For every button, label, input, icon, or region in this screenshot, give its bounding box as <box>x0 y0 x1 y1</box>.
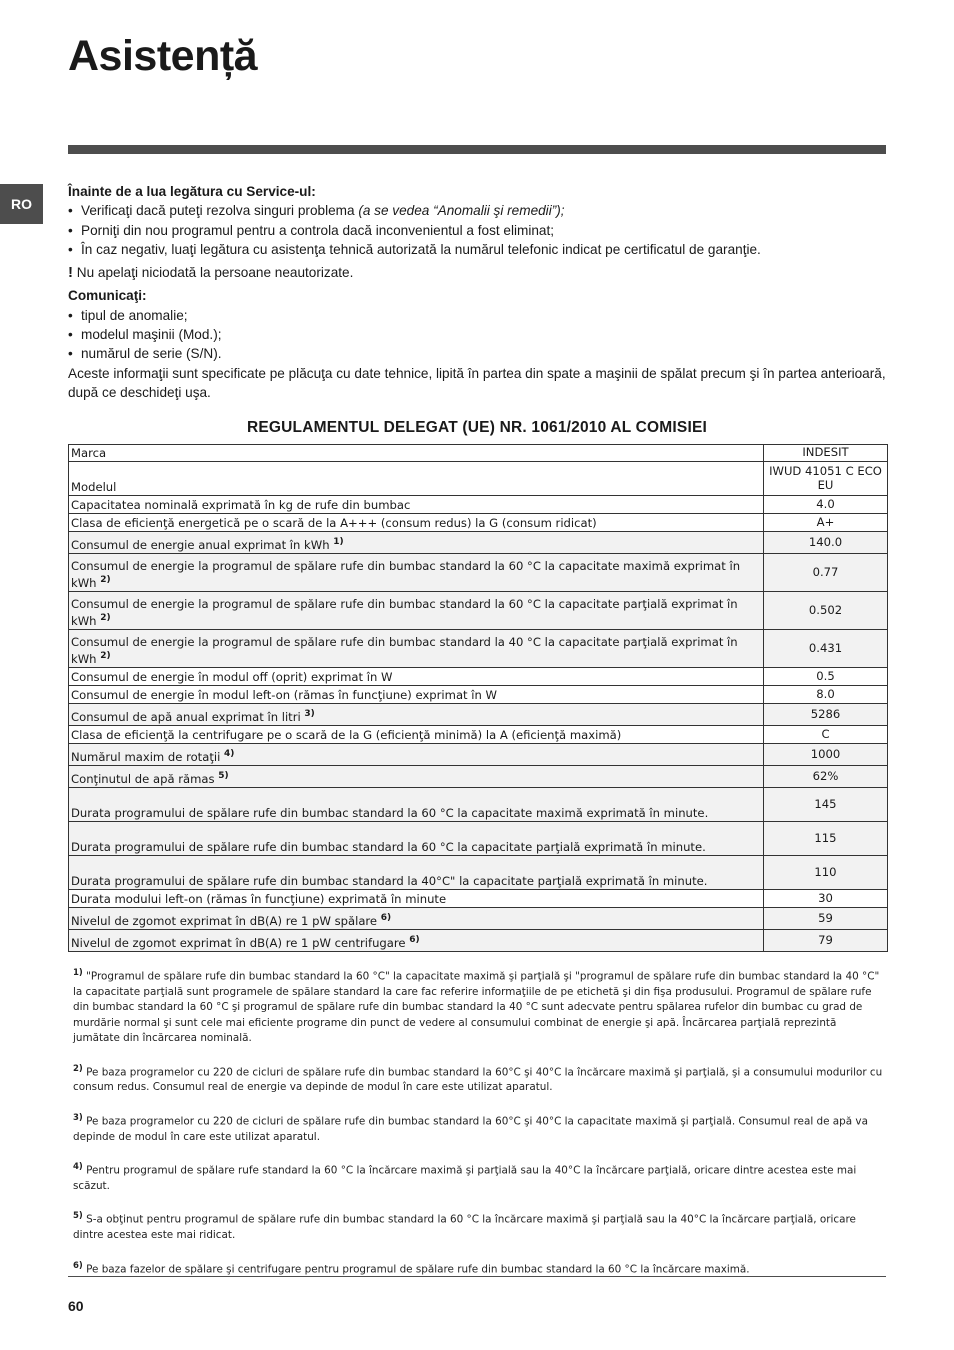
footnote-mark: 4) <box>73 1162 83 1173</box>
row-label: Modelul <box>71 479 117 494</box>
table-row <box>69 532 888 554</box>
row-label: Capacitatea nominală exprimată în kg de rufe din bumbac <box>71 497 411 512</box>
communicate-list <box>68 306 886 364</box>
footnote-ref: 6) <box>409 934 420 945</box>
service-heading: Înainte de a lua legătura cu Service-ul: <box>68 184 316 199</box>
table-row <box>69 890 888 908</box>
footnote-ref: 4) <box>224 748 235 759</box>
footnote <box>73 966 885 1047</box>
footnote-text: "Programul de spălare rufe din bumbac standard la 60 °C" la capacitate maximă şi parţială şi "programul de spălare rufe din bumbac standard la 40 °C" la capacitate parţială sunt programele de spălare standard la care fac referire informaţiile de pe etichetă şi din fişa produsului. Programul de spălare rufe din bumbac standard la 60 °C şi programul de spălare rufe din bumbac standard la 40 °C sunt adecvate pentru spălarea rufelor din bumbac cu grad de murdărie normal şi sunt cele mai eficiente programe din punct de vedere al consumului combinat de energie şi apă. Încărcarea parţială reprezintă jumătate din încărcarea nominală. <box>73 970 880 1045</box>
row-label: Consumul de energie la programul de spălare rufe din bumbac standard la 60 °C la capacitate parţială exprimat în kWh <box>71 597 738 628</box>
footnote <box>73 1209 885 1243</box>
table-cell-label <box>69 744 764 766</box>
language-tab: RO <box>0 184 43 224</box>
footnote-mark: 6) <box>73 1260 83 1271</box>
table-cell-value: 0.431 <box>764 630 888 668</box>
table-cell-label <box>69 592 764 630</box>
list-item: • tipul de anomalie; <box>68 306 886 325</box>
table-cell-value: A+ <box>764 514 888 532</box>
footnote <box>73 1160 885 1194</box>
table-row <box>69 726 888 744</box>
cross-reference: (a se vedea “Anomalii şi remedii”); <box>358 203 565 219</box>
spec-table <box>68 444 888 952</box>
row-label: Nivelul de zgomot exprimat în dB(A) re 1 pW centrifugare <box>71 935 406 950</box>
table-cell-value: 1000 <box>764 744 888 766</box>
communicate-heading: Comunicaţi: <box>68 288 147 304</box>
table-cell-value: IWUD 41051 C ECO EU <box>764 462 888 496</box>
footnote <box>73 1259 885 1278</box>
list-item-text: Verificaţi dacă puteţi rezolva singuri problema <box>81 203 359 219</box>
row-label: Clasa de eficienţă energetică pe o scară de la A+++ (consum redus) la G (consum ridicat) <box>71 515 597 530</box>
table-row <box>69 856 888 890</box>
table-cell-value: C <box>764 726 888 744</box>
row-label: Consumul de energie în modul off (oprit) exprimat în W <box>71 669 393 684</box>
warning-icon: ! <box>68 264 73 282</box>
table-cell-value: 8.0 <box>764 686 888 704</box>
table-row <box>69 744 888 766</box>
row-label: Durata modului left-on (rămas în funcţiune) exprimată în minute <box>71 891 447 906</box>
table-row <box>69 908 888 930</box>
footnote-ref: 2) <box>100 650 111 661</box>
row-label: Marca <box>71 445 107 460</box>
table-cell-value: INDESIT <box>764 445 888 462</box>
table-cell-label <box>69 554 764 592</box>
row-label: Consumul de energie la programul de spălare rufe din bumbac standard la 40 °C la capacitate parţială exprimat în kWh <box>71 635 738 666</box>
footnote-text: Pentru programul de spălare rufe standard la 60 °C la încărcare maximă şi parţială sau la 40°C la încărcare parţială, oricare dintre acestea este mai scăzut. <box>73 1164 857 1192</box>
page-title: Asistență <box>68 32 258 80</box>
table-cell-label <box>69 766 764 788</box>
info-paragraph: Aceste informaţii sunt specificate pe plăcuţa cu date tehnice, lipită în partea din spate a maşinii de spălat precum şi în partea anterioară, după ce deschideţi uşa. <box>68 365 886 400</box>
table-row <box>69 592 888 630</box>
footnote-text: Pe baza programelor cu 220 de cicluri de spălare rufe din bumbac standard la 60°C şi 40°C la încărcare maximă şi parţială, şi a consumului modurilor cu consum redus. Consumul real de energie va depinde de modul în care este utilizat aparatul. <box>73 1065 883 1094</box>
table-cell-label <box>69 445 764 462</box>
table-cell-value: 0.502 <box>764 592 888 630</box>
row-label: Durata programului de spălare rufe din bumbac standard la 40°C" la capacitate parţială exprimată în minute. <box>71 873 708 888</box>
footnote-text: S-a obţinut pentru programul de spălare rufe din bumbac standard la 60 °C la încărcare maximă şi parţială sau la 40°C la încărcare parţială, oricare dintre acestea este mai ridicat. <box>73 1213 856 1242</box>
row-label: Durata programului de spălare rufe din bumbac standard la 60 °C la capacitate maximă exprimată în minute. <box>71 805 709 820</box>
table-cell-label <box>69 532 764 554</box>
footnote <box>73 1062 885 1096</box>
footnote-ref: 3) <box>304 708 315 719</box>
table-row <box>69 788 888 822</box>
table-cell-value: 62% <box>764 766 888 788</box>
row-label: Durata programului de spălare rufe din bumbac standard la 60 °C la capacitate parţială exprimată în minute. <box>71 839 706 854</box>
row-label: Numărul maxim de rotaţii <box>71 749 221 764</box>
warning-text: Nu apelaţi niciodată la persoane neautorizate. <box>73 265 354 281</box>
table-row <box>69 554 888 592</box>
table-row <box>69 822 888 856</box>
list-item: • modelul maşinii (Mod.); <box>68 325 886 344</box>
footnote-ref: 5) <box>218 770 229 781</box>
row-label: Consumul de energie în modul left-on (rămas în funcţiune) exprimat în W <box>71 687 497 702</box>
footnote-mark: 3) <box>73 1112 83 1123</box>
table-cell-label <box>69 514 764 532</box>
footnote-mark: 5) <box>73 1211 83 1222</box>
table-cell-label <box>69 890 764 908</box>
row-label: Nivelul de zgomot exprimat în dB(A) re 1 pW spălare <box>71 913 378 928</box>
list-item: • numărul de serie (S/N). <box>68 344 886 363</box>
table-row <box>69 514 888 532</box>
footer-divider <box>68 1276 886 1277</box>
row-label: Consumul de energie anual exprimat în kWh <box>71 537 330 552</box>
table-row <box>69 668 888 686</box>
table-cell-label <box>69 822 764 856</box>
table-cell-label <box>69 788 764 822</box>
warning-note <box>68 263 886 282</box>
service-checklist <box>68 201 886 259</box>
table-cell-value: 110 <box>764 856 888 890</box>
table-cell-label <box>69 856 764 890</box>
table-cell-label <box>69 496 764 514</box>
row-label: Conţinutul de apă rămas <box>71 771 215 786</box>
table-cell-value: 30 <box>764 890 888 908</box>
footnote <box>73 1111 885 1145</box>
footnote-ref: 2) <box>100 574 111 585</box>
table-row <box>69 462 888 496</box>
row-label: Consumul de apă anual exprimat în litri <box>71 709 301 724</box>
table-row <box>69 445 888 462</box>
table-cell-value: 140.0 <box>764 532 888 554</box>
table-cell-label <box>69 908 764 930</box>
table-cell-value: 0.77 <box>764 554 888 592</box>
table-cell-value: 59 <box>764 908 888 930</box>
list-item <box>68 201 886 220</box>
footnotes <box>73 966 885 1293</box>
row-label: Consumul de energie la programul de spălare rufe din bumbac standard la 60 °C la capacitate maximă exprimat în kWh <box>71 559 741 590</box>
table-cell-label <box>69 726 764 744</box>
table-cell-label <box>69 704 764 726</box>
footnote-mark: 1) <box>73 968 83 978</box>
footnote-text: Pe baza fazelor de spălare şi centrifugare pentru programul de spălare rufe din bumbac standard la 60 °C la încărcare maximă. <box>86 1263 750 1276</box>
table-cell-label <box>69 930 764 952</box>
table-cell-value: 5286 <box>764 704 888 726</box>
footnote-ref: 1) <box>333 536 344 547</box>
assistance-content <box>68 182 886 402</box>
table-row <box>69 686 888 704</box>
list-item: • În caz negativ, luaţi legătura cu asistenţa tehnică autorizată la numărul telefonic indicat pe certificatul de garanţie. <box>68 240 886 259</box>
table-row <box>69 704 888 726</box>
table-cell-value: 4.0 <box>764 496 888 514</box>
header-divider <box>68 145 886 154</box>
footnote-ref: 2) <box>100 612 111 623</box>
table-row <box>69 630 888 668</box>
regulation-title: REGULAMENTUL DELEGAT (UE) NR. 1061/2010 AL COMISIEI <box>246 419 708 436</box>
footnote-ref: 6) <box>380 912 392 923</box>
table-cell-value: 79 <box>764 930 888 952</box>
table-cell-value: 145 <box>764 788 888 822</box>
table-cell-label <box>69 686 764 704</box>
table-cell-label <box>69 630 764 668</box>
table-cell-value: 0.5 <box>764 668 888 686</box>
page-number: 60 <box>68 1298 84 1314</box>
table-cell-value: 115 <box>764 822 888 856</box>
table-cell-label <box>69 668 764 686</box>
table-cell-label <box>69 462 764 496</box>
table-row <box>69 766 888 788</box>
footnote-text: Pe baza programelor cu 220 de cicluri de spălare rufe din bumbac standard la 60°C şi 40°C la capacitate maximă şi parţială. Consumul real de apă va depinde de modul în care este utilizat aparatul. <box>73 1115 868 1143</box>
list-item: • Porniţi din nou programul pentru a controla dacă inconvenientul a fost eliminat; <box>68 221 886 240</box>
footnote-mark: 2) <box>73 1063 83 1074</box>
row-label: Clasa de eficienţă la centrifugare pe o scară de la G (eficienţă minimă) la A (eficienţă maximă) <box>71 727 622 742</box>
table-row <box>69 496 888 514</box>
table-row <box>69 930 888 952</box>
